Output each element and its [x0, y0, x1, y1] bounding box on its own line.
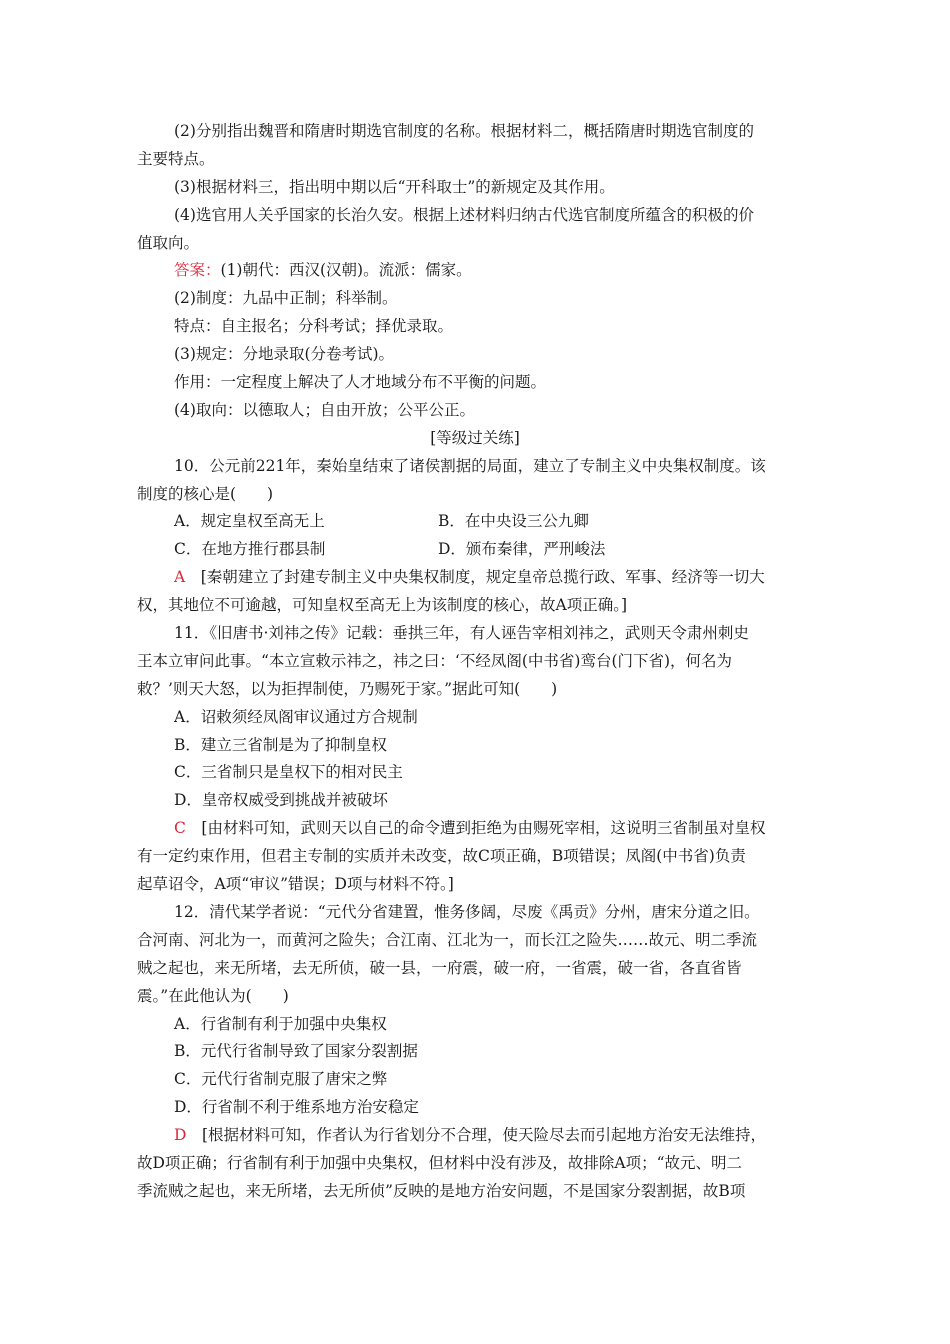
- document-page: [137, 118, 813, 1206]
- q12-answer-letter: D: [174, 1126, 187, 1145]
- q12-explanation-line: 季流贼之起也，来无所堵，去无所侦”反映的是地方治安问题，不是国家分裂割据，故B项: [137, 1181, 746, 1200]
- q9-question-line: 值取向。: [137, 233, 200, 252]
- q10-stem-line: 制度的核心是( ): [137, 484, 274, 503]
- q12-stem-line: 贼之起也，来无所堵，去无所侦，破一县，一府震，破一府，一省震，破一省，各直省皆: [137, 958, 742, 977]
- q9-question-line: (4)选官用人关乎国家的长治久安。根据上述材料归纳古代选官制度所蕴含的积极的价: [174, 205, 754, 224]
- q10-answer-letter: A: [174, 568, 186, 587]
- q12-stem-line: 合河南、河北为一，而黄河之险失；合江南、江北为一，而长江之险失……故元、明二季流: [137, 930, 758, 949]
- q9-answer-line: 作用：一定程度上解决了人才地域分布不平衡的问题。: [174, 373, 547, 392]
- q10-stem-line: 10．公元前221年，秦始皇结束了诸侯割据的局面，建立了专制主义中央集权制度。该: [174, 456, 766, 475]
- q9-answer-line: (4)取向：以德取人；自由开放；公平公正。: [174, 400, 475, 419]
- q10-options-row: [137, 536, 813, 564]
- q11-option-b: B．建立三省制是为了抑制皇权: [174, 735, 387, 754]
- q10-option-c: C．在地方推行郡县制: [174, 540, 326, 559]
- q12-option-c: C．元代行省制克服了唐宋之弊: [174, 1070, 388, 1089]
- q9-question-line: (3)根据材料三，指出明中期以后“开科取士”的新规定及其作用。: [174, 177, 615, 196]
- section-title: [等级过关练]: [430, 428, 520, 447]
- q9-answer-line: (2)制度：九品中正制；科举制。: [174, 289, 398, 308]
- q12-explanation-line: D [根据材料可知，作者认为行省划分不合理，使天险尽去而引起地方治安无法维持，: [174, 1126, 767, 1145]
- answer-label: 答案：: [174, 261, 221, 280]
- answer-text: (1)朝代：西汉(汉朝)。流派：儒家。: [220, 261, 472, 280]
- q12-stem-line: 12．清代某学者说：“元代分省建置，惟务侈阔，尽废《禹贡》分州，唐宋分道之旧。: [174, 902, 760, 921]
- q12-explanation-line: 故D项正确；行省制有利于加强中央集权，但材料中没有涉及，故排除A项；“故元、明二: [137, 1153, 743, 1172]
- q9-question-line: 主要特点。: [137, 149, 215, 168]
- q11-option-d: D．皇帝权威受到挑战并被破坏: [174, 791, 388, 810]
- q11-option-a: A．诏敕须经凤阁审议通过方合规制: [174, 707, 418, 726]
- q10-option-a: A．规定皇权至高无上: [174, 512, 325, 531]
- q12-option-a: A．行省制有利于加强中央集权: [174, 1014, 387, 1033]
- q10-explanation-line: A [秦朝建立了封建专制主义中央集权制度，规定皇帝总揽行政、军事、经济等一切大: [174, 568, 765, 587]
- q11-answer-letter: C: [174, 819, 186, 838]
- q10-explanation-line: 权，其地位不可逾越，可知皇权至高无上为该制度的核心，故A项正确。]: [137, 596, 627, 615]
- q12-option-d: D．行省制不利于维系地方治安稳定: [174, 1098, 419, 1117]
- q9-answer-line: 特点：自主报名；分科考试；择优录取。: [174, 317, 454, 336]
- q10-option-d: D．颁布秦律，严刑峻法: [438, 540, 606, 559]
- q11-stem-line: 王本立审问此事。“本立宣敕示祎之，祎之曰：‘不经凤阁(中书省)鸾台(门下省)，何名为: [137, 651, 733, 670]
- q11-option-c: C．三省制只是皇权下的相对民主: [174, 763, 403, 782]
- q9-answer-line: (3)规定：分地录取(分卷考试)。: [174, 345, 395, 364]
- q12-stem-line: 震。”在此他认为( ): [137, 986, 289, 1005]
- q11-stem-line: 11．《旧唐书·刘祎之传》记载：垂拱三年，有人诬告宰相刘祎之，武则天令肃州刺史: [174, 624, 749, 643]
- q11-stem-line: 敕？’则天大怒，以为拒捍制使，乃赐死于家。”据此可知( ): [137, 679, 558, 698]
- q12-option-b: B．元代行省制导致了国家分裂割据: [174, 1042, 418, 1061]
- q11-explanation-line: 有一定约束作用，但君主专制的实质并未改变，故C项正确，B项错误；凤阁(中书省)负责: [137, 847, 746, 866]
- q11-explanation-line: 起草诏令，A项“审议”错误；D项与材料不符。]: [137, 875, 454, 894]
- q9-question-line: (2)分别指出魏晋和隋唐时期选官制度的名称。根据材料二，概括隋唐时期选官制度的: [174, 122, 754, 140]
- q10-options-row: [137, 508, 813, 536]
- q10-option-b: B．在中央设三公九卿: [438, 512, 589, 531]
- q11-explanation-line: C [由材料可知，武则天以自己的命令遭到拒绝为由赐死宰相，这说明三省制虽对皇权: [174, 819, 766, 838]
- q9-answer-line: [137, 257, 813, 285]
